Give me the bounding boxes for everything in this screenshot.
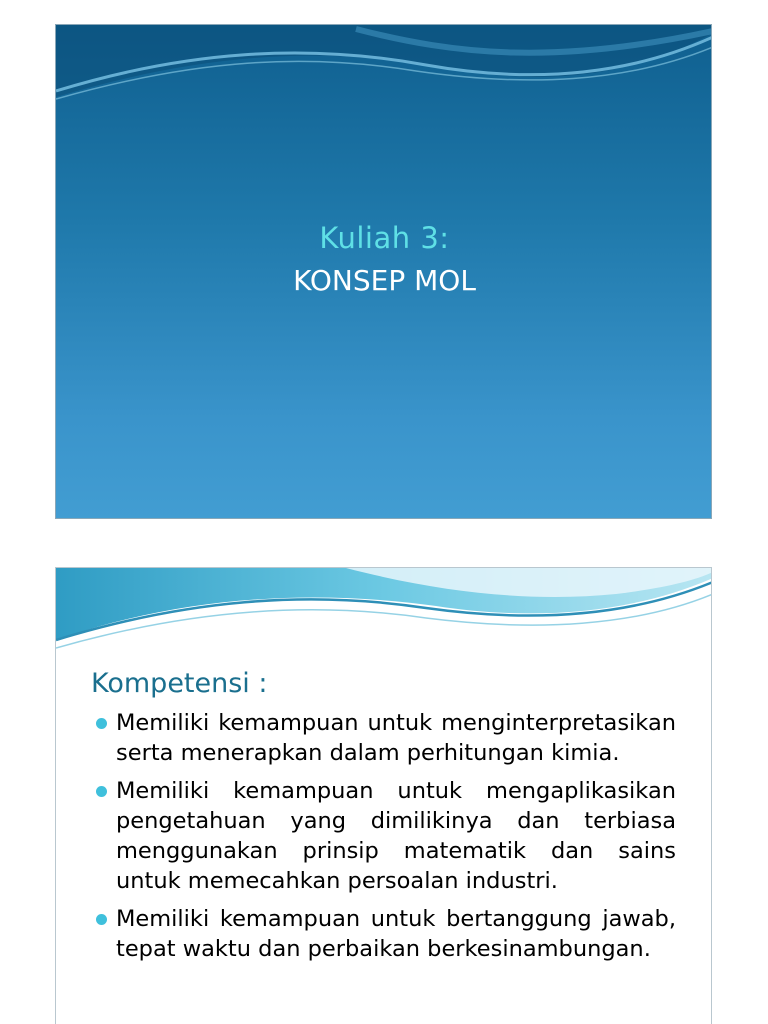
slide-subtitle: KONSEP MOL [293,264,476,297]
bullet-dot-icon [96,914,107,925]
list-item-text: Memiliki kemampuan untuk menginterpretasikan serta menerapkan dalam perhitungan kimia. [116,710,676,766]
title-slide [55,24,712,519]
section-heading: Kompetensi : [91,668,268,699]
wave-decoration [56,568,712,678]
list-item [94,776,676,896]
slide-title: Kuliah 3: [319,221,450,255]
list-item-text: Memiliki kemampuan untuk mengaplikasikan pengetahuan yang dimilikinya dan terbiasa menggunakan prinsip matematik dan sains untuk memecahkan persoalan industri. [116,778,676,894]
title-block [56,220,712,302]
bullet-dot-icon [96,718,107,729]
competency-slide [55,567,712,1024]
bullet-dot-icon [96,786,107,797]
list-item-text: Memiliki kemampuan untuk bertanggung jawab, tepat waktu dan perbaikan berkesinambungan. [116,906,676,962]
list-item [94,708,676,768]
wave-decoration [56,25,712,135]
competency-list [94,708,676,972]
list-item [94,904,676,964]
